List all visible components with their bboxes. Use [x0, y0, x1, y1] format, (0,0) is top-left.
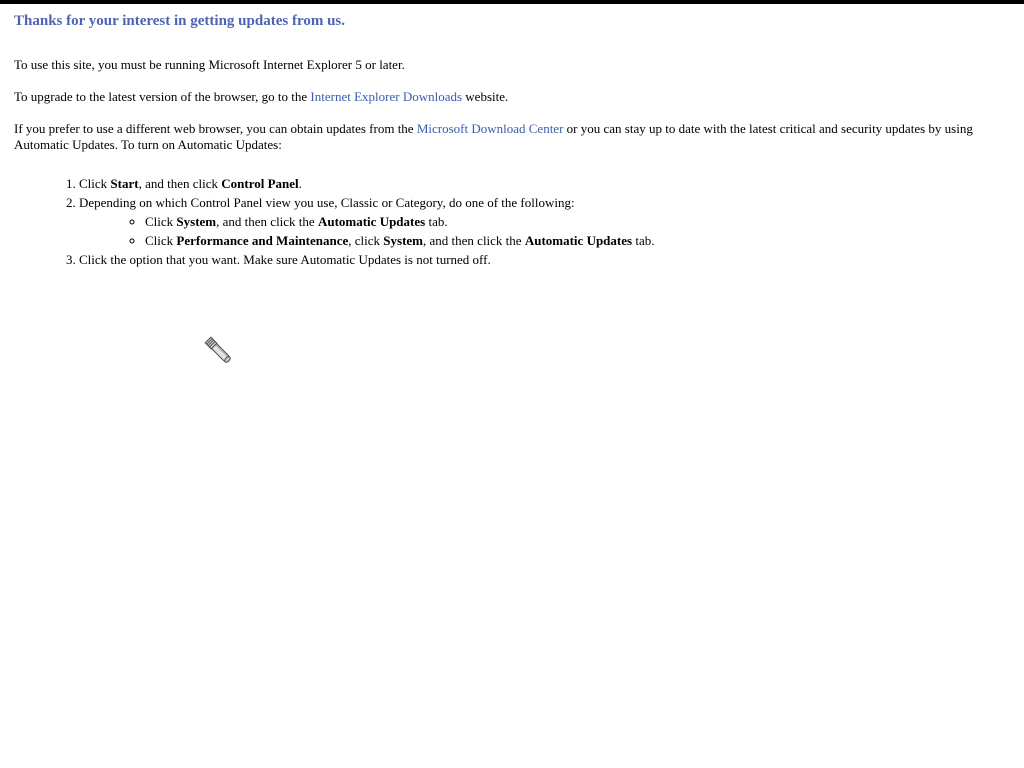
top-border-bar: [0, 0, 1024, 4]
step-item-2-text: Depending on which Control Panel view you use, Classic or Category, do one of the following:: [79, 195, 575, 210]
step-item-1: 1. Click Start, and then click Control Panel.: [79, 174, 1010, 193]
sub-step-item-1: ◦ Click System, and then click the Automatic Updates tab.: [145, 212, 1010, 231]
paragraph-alternative-after: or you can stay up to date with the latest critical and security updates by using Automatic Updates. To turn on Automatic Updates:: [14, 121, 973, 152]
control-panel-options-list: [79, 212, 1010, 250]
sub-step-item-2: ◦ Click Performance and Maintenance, click System, and then click the Automatic Updates tab.: [145, 231, 1010, 250]
step-item-2: [79, 193, 1010, 250]
microsoft-download-center-link[interactable]: Microsoft Download Center: [416, 121, 564, 136]
paragraph-browser-requirement: To use this site, you must be running Microsoft Internet Explorer 5 or later.: [14, 57, 405, 72]
paragraph-upgrade-before: To upgrade to the latest version of the browser, go to the: [14, 89, 311, 104]
step-item-3: 3. Click the option that you want. Make sure Automatic Updates is not turned off.: [79, 250, 1010, 269]
pen-icon: [202, 332, 236, 370]
automatic-updates-steps-list: [14, 174, 1010, 269]
paragraph-upgrade: [14, 89, 1010, 105]
page-content: [0, 12, 1024, 269]
paragraph-alternative-before: If you prefer to use a different web browser, you can obtain updates from the: [14, 121, 417, 136]
paragraph-upgrade-after: website.: [462, 89, 509, 104]
page-title: Thanks for your interest in getting updates from us.: [14, 13, 346, 29]
paragraph-alternative: [14, 121, 1010, 153]
internet-explorer-downloads-link[interactable]: Internet Explorer Downloads: [310, 89, 463, 104]
